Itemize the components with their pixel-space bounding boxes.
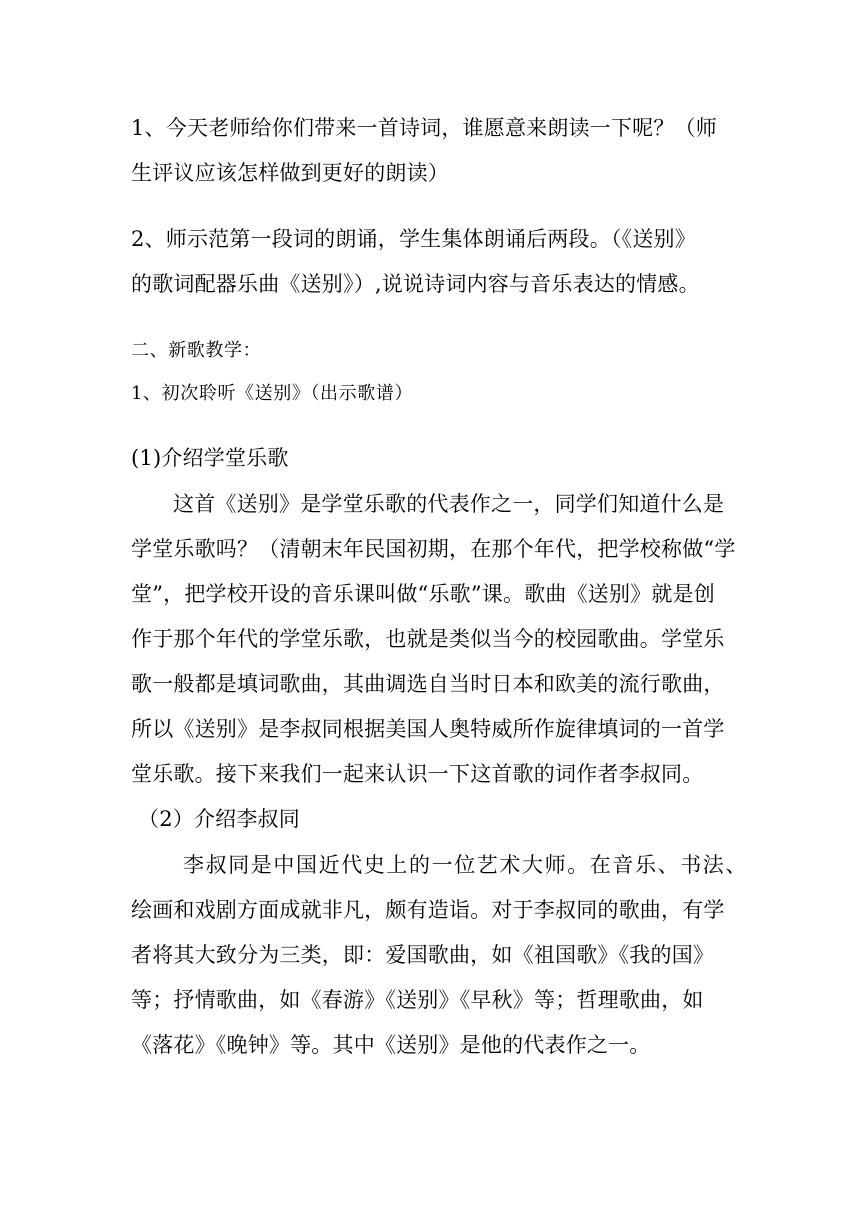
- paragraph-line-3: 堂”，把学校开设的音乐课叫做“乐歌”课。歌曲《送别》就是创: [131, 582, 716, 606]
- subheading-li-shutong: （2）介绍李叔同: [138, 807, 300, 831]
- subheading-first-listen: 1、初次聆听《送别》（出示歌谱）: [131, 383, 414, 404]
- text-line-3: 2、师示范第一段词的朗诵，学生集体朗诵后两段。（《送别》: [131, 227, 696, 251]
- text-line-4: 的歌词配器乐曲《送别》）,说说诗词内容与音乐表达的情感。: [131, 272, 700, 296]
- paragraph-line-1: 这首《送别》是学堂乐歌的代表作之一，同学们知道什么是: [173, 492, 725, 516]
- section-heading: 二、新歌教学：: [131, 340, 262, 361]
- text-line-1: 1、今天老师给你们带来一首诗词，谁愿意来朗读一下呢？（师: [131, 116, 717, 140]
- paragraph-line-5: 歌一般都是填词歌曲，其曲调选自当时日本和欧美的流行歌曲，: [131, 672, 725, 696]
- bio-line-5: 《落花》《晚钟》等。其中《送别》是他的代表作之一。: [131, 1033, 651, 1057]
- subheading-school-songs: (1)介绍学堂乐歌: [131, 446, 289, 470]
- paragraph-line-4: 作于那个年代的学堂乐歌，也就是类似当今的校园歌曲。学堂乐: [131, 627, 725, 651]
- paragraph-line-7: 堂乐歌。接下来我们一起来认识一下这首歌的词作者李叔同。: [131, 762, 704, 786]
- bio-line-2: 绘画和戏剧方面成就非凡，颇有造诣。对于李叔同的歌曲，有学: [131, 898, 725, 922]
- paragraph-line-2: 学堂乐歌吗？（清朝末年民国初期，在那个年代，把学校称做“学: [131, 537, 736, 561]
- bio-line-1: 李叔同是中国近代史上的一位艺术大师。在音乐、书法、: [183, 853, 748, 877]
- bio-line-3: 者将其大致分为三类，即：爱国歌曲，如《祖国歌》《我的国》: [131, 943, 715, 967]
- bio-line-4: 等；抒情歌曲，如《春游》《送别》《早秋》等；哲理歌曲，如: [131, 988, 704, 1012]
- text-line-2: 生评议应该怎样做到更好的朗读）: [131, 161, 449, 185]
- paragraph-line-6: 所以《送别》是李叔同根据美国人奥特威所作旋律填词的一首学: [131, 717, 725, 741]
